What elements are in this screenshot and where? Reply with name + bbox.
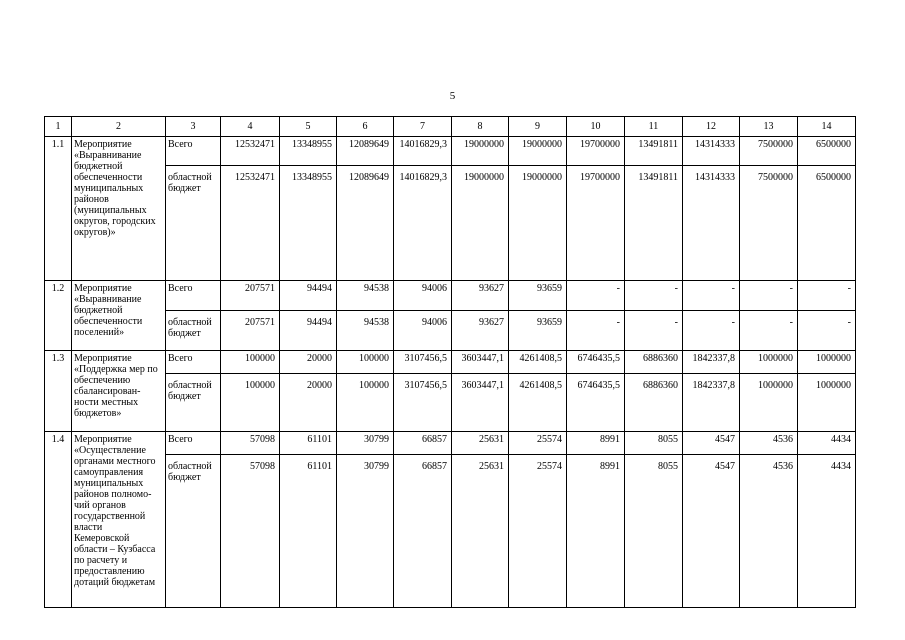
- value-cell: 57098: [221, 432, 280, 455]
- column-number-header: 7: [394, 117, 452, 137]
- value-cell: 94006: [394, 281, 452, 311]
- value-cell: 4536: [740, 455, 798, 608]
- value-cell: 8055: [625, 432, 683, 455]
- value-cell: 3603447,1: [452, 374, 509, 432]
- value-cell: 4261408,5: [509, 351, 567, 374]
- value-cell: 93627: [452, 311, 509, 351]
- value-cell: 61101: [280, 455, 337, 608]
- value-cell: 7500000: [740, 137, 798, 166]
- value-cell: 1000000: [740, 374, 798, 432]
- column-number-header: 8: [452, 117, 509, 137]
- value-cell: 25574: [509, 455, 567, 608]
- value-cell: 12089649: [337, 137, 394, 166]
- row-number-cell: 1.2: [45, 281, 72, 351]
- value-cell: 7500000: [740, 166, 798, 281]
- value-cell: 4261408,5: [509, 374, 567, 432]
- table-row: [45, 455, 856, 608]
- value-cell: -: [740, 311, 798, 351]
- value-cell: 19700000: [567, 137, 625, 166]
- row-number-cell: 1.1: [45, 137, 72, 281]
- value-cell: 6500000: [798, 137, 856, 166]
- table-row: [45, 432, 856, 455]
- value-cell: 66857: [394, 432, 452, 455]
- value-cell: 13491811: [625, 137, 683, 166]
- value-cell: 94006: [394, 311, 452, 351]
- value-cell: 94538: [337, 281, 394, 311]
- value-cell: 6500000: [798, 166, 856, 281]
- value-cell: 14314333: [683, 137, 740, 166]
- column-number-header: 3: [166, 117, 221, 137]
- value-cell: 6746435,5: [567, 374, 625, 432]
- value-cell: 20000: [280, 351, 337, 374]
- column-number-header: 14: [798, 117, 856, 137]
- table-row: [45, 311, 856, 351]
- value-cell: 4434: [798, 455, 856, 608]
- value-cell: 14016829,3: [394, 137, 452, 166]
- value-cell: 100000: [221, 374, 280, 432]
- funding-source-cell: Всего: [166, 281, 221, 311]
- value-cell: 13491811: [625, 166, 683, 281]
- column-number-header: 6: [337, 117, 394, 137]
- value-cell: 3107456,5: [394, 374, 452, 432]
- value-cell: 1842337,8: [683, 374, 740, 432]
- value-cell: 100000: [337, 374, 394, 432]
- value-cell: 19000000: [452, 166, 509, 281]
- column-number-header: 5: [280, 117, 337, 137]
- value-cell: -: [567, 311, 625, 351]
- value-cell: 19700000: [567, 166, 625, 281]
- value-cell: 93627: [452, 281, 509, 311]
- value-cell: 93659: [509, 281, 567, 311]
- value-cell: 94494: [280, 311, 337, 351]
- value-cell: 6886360: [625, 351, 683, 374]
- measure-name-cell: Мероприятие «Выравнивание бюджетной обеспеченности муниципальных районов (муниципальных округов, городских округов)»: [72, 137, 166, 281]
- funding-source-cell: Всего: [166, 432, 221, 455]
- value-cell: 30799: [337, 432, 394, 455]
- table-row: [45, 374, 856, 432]
- value-cell: -: [798, 281, 856, 311]
- value-cell: 6886360: [625, 374, 683, 432]
- value-cell: 20000: [280, 374, 337, 432]
- row-number-cell: 1.3: [45, 351, 72, 432]
- value-cell: -: [683, 311, 740, 351]
- value-cell: 25631: [452, 432, 509, 455]
- value-cell: 8991: [567, 455, 625, 608]
- value-cell: -: [740, 281, 798, 311]
- value-cell: 207571: [221, 311, 280, 351]
- value-cell: 1000000: [798, 374, 856, 432]
- value-cell: 12089649: [337, 166, 394, 281]
- table-row: [45, 351, 856, 374]
- value-cell: 14016829,3: [394, 166, 452, 281]
- value-cell: 14314333: [683, 166, 740, 281]
- funding-source-cell: областной бюджет: [166, 374, 221, 432]
- value-cell: 30799: [337, 455, 394, 608]
- header-row: [45, 117, 856, 137]
- funding-source-cell: областной бюджет: [166, 166, 221, 281]
- funding-source-cell: областной бюджет: [166, 311, 221, 351]
- value-cell: -: [567, 281, 625, 311]
- table-row: [45, 281, 856, 311]
- value-cell: 57098: [221, 455, 280, 608]
- value-cell: -: [683, 281, 740, 311]
- value-cell: 94494: [280, 281, 337, 311]
- measure-name-cell: Мероприятие «Выравнивание бюджетной обеспеченности поселений»: [72, 281, 166, 351]
- value-cell: 3603447,1: [452, 351, 509, 374]
- value-cell: 61101: [280, 432, 337, 455]
- value-cell: 13348955: [280, 166, 337, 281]
- page-number: 5: [449, 90, 456, 102]
- value-cell: 94538: [337, 311, 394, 351]
- value-cell: 8055: [625, 455, 683, 608]
- measure-name-cell: Мероприятие «Осуществление органами местного самоуправления муниципальных районов полномо- чий органов государственной власти Кемеровской области – Кузбасса по расчету и предоставлению дотаций бюджетам: [72, 432, 166, 608]
- column-number-header: 11: [625, 117, 683, 137]
- value-cell: 12532471: [221, 166, 280, 281]
- value-cell: 1000000: [740, 351, 798, 374]
- value-cell: 3107456,5: [394, 351, 452, 374]
- value-cell: 25631: [452, 455, 509, 608]
- value-cell: 4536: [740, 432, 798, 455]
- value-cell: 1842337,8: [683, 351, 740, 374]
- value-cell: 100000: [337, 351, 394, 374]
- value-cell: 207571: [221, 281, 280, 311]
- value-cell: 12532471: [221, 137, 280, 166]
- value-cell: 66857: [394, 455, 452, 608]
- value-cell: 100000: [221, 351, 280, 374]
- value-cell: 19000000: [509, 137, 567, 166]
- table-row: [45, 137, 856, 166]
- value-cell: 4434: [798, 432, 856, 455]
- funding-source-cell: Всего: [166, 137, 221, 166]
- value-cell: -: [625, 311, 683, 351]
- column-number-header: 13: [740, 117, 798, 137]
- column-number-header: 2: [72, 117, 166, 137]
- value-cell: 6746435,5: [567, 351, 625, 374]
- column-number-header: 1: [45, 117, 72, 137]
- column-number-header: 4: [221, 117, 280, 137]
- value-cell: 19000000: [509, 166, 567, 281]
- value-cell: 25574: [509, 432, 567, 455]
- value-cell: -: [625, 281, 683, 311]
- column-number-header: 9: [509, 117, 567, 137]
- column-number-header: 12: [683, 117, 740, 137]
- column-number-header: 10: [567, 117, 625, 137]
- table-row: [45, 166, 856, 281]
- value-cell: 19000000: [452, 137, 509, 166]
- measure-name-cell: Мероприятие «Поддержка мер по обеспечению сбалансирован- ности местных бюджетов»: [72, 351, 166, 432]
- value-cell: -: [798, 311, 856, 351]
- funding-source-cell: Всего: [166, 351, 221, 374]
- value-cell: 8991: [567, 432, 625, 455]
- value-cell: 13348955: [280, 137, 337, 166]
- value-cell: 4547: [683, 432, 740, 455]
- row-number-cell: 1.4: [45, 432, 72, 608]
- value-cell: 4547: [683, 455, 740, 608]
- value-cell: 93659: [509, 311, 567, 351]
- funding-source-cell: областной бюджет: [166, 455, 221, 608]
- budget-table: [44, 116, 856, 608]
- value-cell: 1000000: [798, 351, 856, 374]
